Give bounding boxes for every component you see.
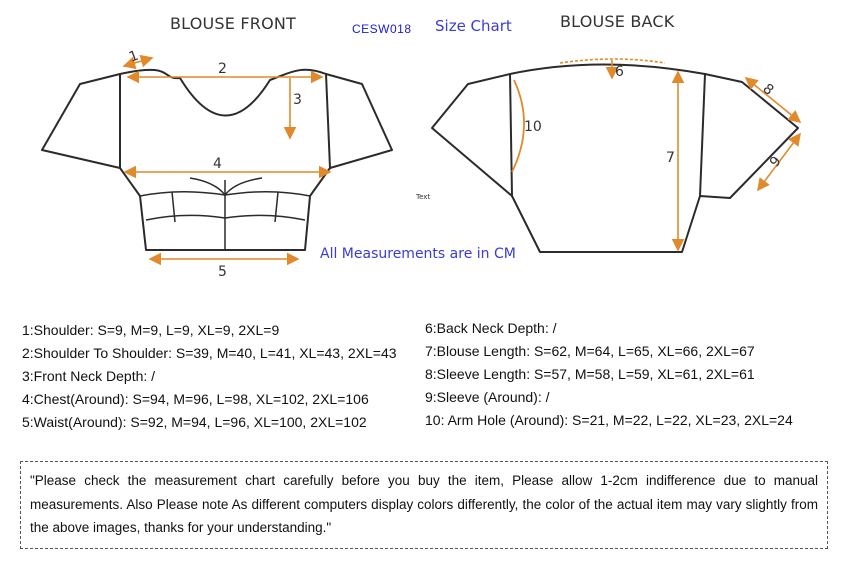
measurement-1: 1:Shoulder: S=9, M=9, L=9, XL=9, 2XL=9 — [22, 322, 280, 338]
notice-text: "Please check the measurement chart carefully before you buy the item, Please allow 1-2cm indifference due to manual measurements. Also Please note As different computers display colors differently, the color of the actual item may vary slightly from the above images, thanks for your understanding." — [30, 473, 818, 535]
measurement-9: 9:Sleeve (Around): / — [425, 389, 550, 405]
measurements-right — [425, 317, 793, 432]
label-6: 6 — [615, 64, 624, 80]
measurement-5: 5:Waist(Around): S=92, M=94, L=96, XL=100, 2XL=102 — [22, 414, 367, 430]
label-3: 3 — [293, 92, 302, 108]
small-text-label: Text — [416, 193, 431, 201]
measurement-2: 2:Shoulder To Shoulder: S=39, M=40, L=41, XL=43, 2XL=43 — [22, 345, 397, 361]
label-7: 7 — [666, 150, 675, 166]
label-8: 8 — [759, 80, 777, 99]
label-1: 1 — [126, 47, 141, 66]
notice-box — [20, 461, 828, 549]
label-9: 9 — [766, 153, 785, 171]
label-4: 4 — [213, 156, 222, 172]
product-code: CESW018 — [352, 22, 412, 36]
measurement-4: 4:Chest(Around): S=94, M=96, L=98, XL=102, 2XL=106 — [22, 391, 369, 407]
front-title: BLOUSE FRONT — [170, 14, 297, 33]
blouse-back-outline — [432, 65, 798, 253]
label-2: 2 — [218, 61, 227, 77]
back-title: BLOUSE BACK — [560, 12, 675, 31]
units-note: All Measurements are in CM — [320, 246, 516, 262]
measurement-8: 8:Sleeve Length: S=57, M=58, L=59, XL=61, 2XL=61 — [425, 366, 755, 382]
measurement-6: 6:Back Neck Depth: / — [425, 320, 557, 336]
measurement-3: 3:Front Neck Depth: / — [22, 368, 156, 384]
front-measure-lines — [124, 58, 330, 259]
size-chart-title: Size Chart — [435, 17, 512, 35]
back-measure-lines — [512, 59, 800, 250]
label-5: 5 — [218, 264, 227, 280]
measurement-10: 10: Arm Hole (Around): S=21, M=22, L=22, XL=23, 2XL=24 — [425, 412, 793, 428]
measurements-left — [22, 319, 397, 434]
label-10: 10 — [524, 119, 542, 135]
measurement-7: 7:Blouse Length: S=62, M=64, L=65, XL=66, 2XL=67 — [425, 343, 755, 359]
